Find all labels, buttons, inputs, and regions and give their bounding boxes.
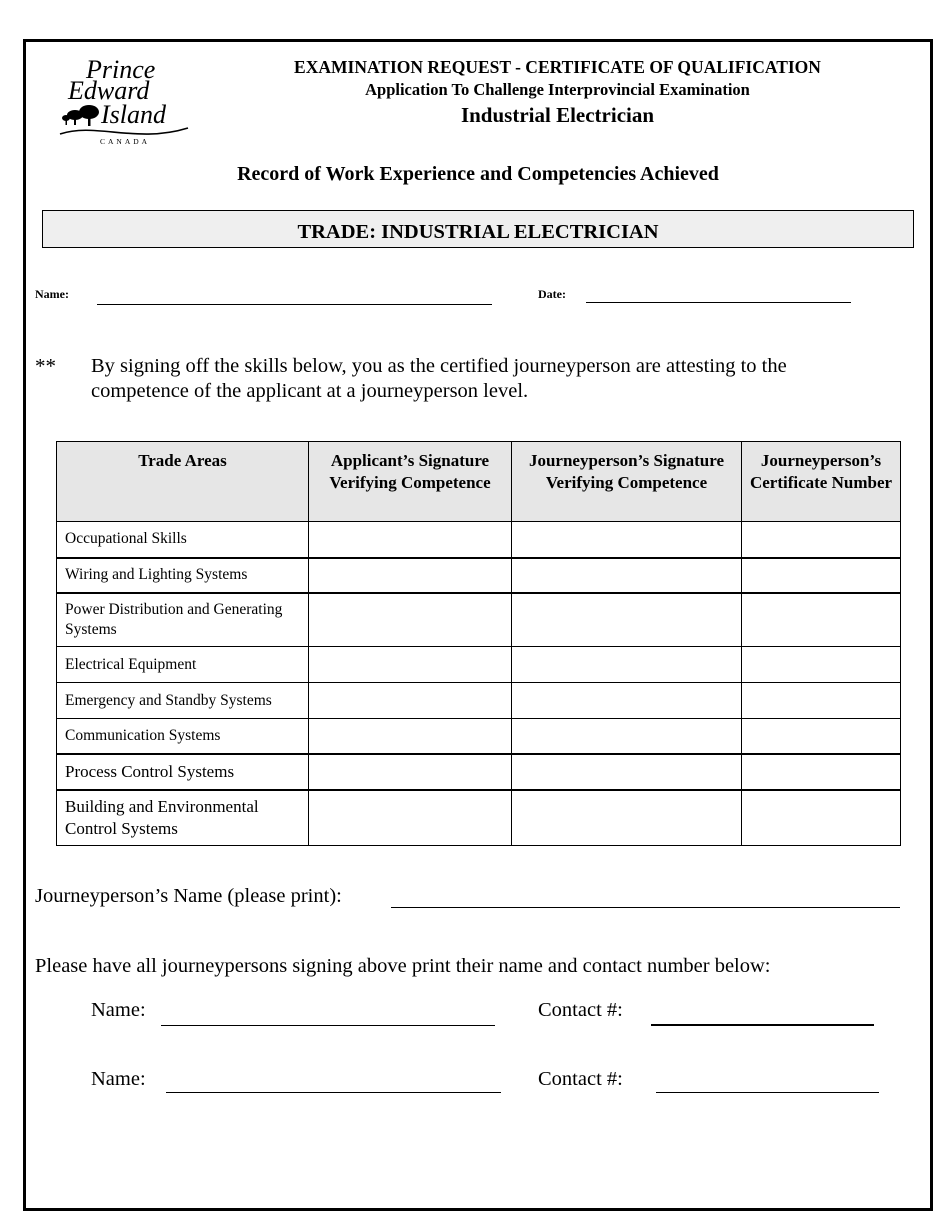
trade-box: TRADE: INDUSTRIAL ELECTRICIAN: [42, 210, 914, 248]
logo-line-prince: Prince: [86, 55, 156, 84]
applicant-signature-cell[interactable]: [309, 522, 512, 558]
record-heading: Record of Work Experience and Competencies Achieved: [237, 163, 719, 185]
journeyperson-signature-cell[interactable]: [512, 558, 742, 593]
tree-icon: [62, 105, 99, 126]
applicant-date-label: Date:: [538, 287, 566, 301]
header-applicant-signature: Applicant’s Signature Verifying Competence: [309, 442, 512, 522]
table-row: [57, 522, 901, 558]
attestation-text: By signing off the skills below, you as the certified journeyperson are attesting to the competence of the applicant at a journeyperson level.: [91, 355, 787, 402]
contact-number-label: Contact #:: [538, 999, 623, 1021]
certificate-number-cell[interactable]: [742, 558, 901, 593]
contact-number-label: Contact #:: [538, 1068, 623, 1090]
pei-logo: [56, 52, 196, 147]
logo-line-edward: Edward: [68, 76, 150, 105]
journeyperson-name-label: Journeyperson’s Name (please print):: [35, 885, 342, 907]
header-journeyperson-signature: Journeyperson’s Signature Verifying Competence: [512, 442, 742, 522]
logo-line-island: Island: [101, 100, 166, 129]
journeyperson-signature-cell[interactable]: [512, 754, 742, 790]
contact-name-field[interactable]: [166, 1092, 501, 1093]
contact-number-field[interactable]: [651, 1024, 874, 1026]
attestation-marker: **: [35, 354, 56, 378]
applicant-signature-cell[interactable]: [309, 558, 512, 593]
trade-area-cell: Power Distribution and Generating Systems: [57, 593, 309, 647]
contact-name-label: Name:: [91, 1068, 146, 1090]
table-row: [57, 647, 901, 683]
trade-area-cell: Occupational Skills: [57, 522, 309, 558]
certificate-number-cell[interactable]: [742, 719, 901, 754]
logo-country: CANADA: [100, 137, 151, 146]
table-row: [57, 754, 901, 790]
form-subtitle: Application To Challenge Interprovincial Examination: [365, 80, 750, 99]
table-row: [57, 719, 901, 754]
certificate-number-cell[interactable]: [742, 522, 901, 558]
table-row: [57, 683, 901, 719]
journeyperson-signature-cell[interactable]: [512, 719, 742, 754]
journeyperson-signature-cell[interactable]: [512, 647, 742, 683]
trade-area-cell: Building and Environmental Control Systems: [57, 790, 309, 846]
applicant-name-label: Name:: [35, 287, 69, 301]
applicant-signature-cell[interactable]: [309, 719, 512, 754]
header-certificate-number: Journeyperson’s Certificate Number: [742, 442, 901, 522]
applicant-signature-cell[interactable]: [309, 593, 512, 647]
journeyperson-name-field[interactable]: [391, 907, 900, 908]
header-trade-areas: Trade Areas: [57, 442, 309, 522]
applicant-signature-cell[interactable]: [309, 647, 512, 683]
applicant-signature-cell[interactable]: [309, 754, 512, 790]
trade-area-cell: Emergency and Standby Systems: [57, 683, 309, 719]
applicant-signature-cell[interactable]: [309, 683, 512, 719]
table-header-row: [57, 442, 901, 522]
journeyperson-signature-cell[interactable]: [512, 683, 742, 719]
journeyperson-signature-cell[interactable]: [512, 790, 742, 846]
journeyperson-signature-cell[interactable]: [512, 522, 742, 558]
trade-area-cell: Process Control Systems: [57, 754, 309, 790]
table-row: [57, 593, 901, 647]
certificate-number-cell[interactable]: [742, 647, 901, 683]
trade-area-cell: Electrical Equipment: [57, 647, 309, 683]
certificate-number-cell[interactable]: [742, 754, 901, 790]
competency-table: [56, 441, 901, 846]
certificate-number-cell[interactable]: [742, 683, 901, 719]
contact-number-field[interactable]: [656, 1092, 879, 1093]
table-row: [57, 558, 901, 593]
table-row: [57, 790, 901, 846]
trade-title: Industrial Electrician: [460, 103, 655, 127]
trade-area-cell: Communication Systems: [57, 719, 309, 754]
contact-name-label: Name:: [91, 999, 146, 1021]
form-title: EXAMINATION REQUEST - CERTIFICATE OF QUALIFICATION: [294, 57, 821, 77]
applicant-name-field[interactable]: [97, 304, 492, 305]
journeyperson-signature-cell[interactable]: [512, 593, 742, 647]
certificate-number-cell[interactable]: [742, 593, 901, 647]
instruction-text: Please have all journeypersons signing above print their name and contact number below:: [35, 955, 771, 977]
applicant-signature-cell[interactable]: [309, 790, 512, 846]
trade-area-cell: Wiring and Lighting Systems: [57, 558, 309, 593]
certificate-number-cell[interactable]: [742, 790, 901, 846]
applicant-date-field[interactable]: [586, 302, 851, 303]
contact-name-field[interactable]: [161, 1025, 495, 1026]
